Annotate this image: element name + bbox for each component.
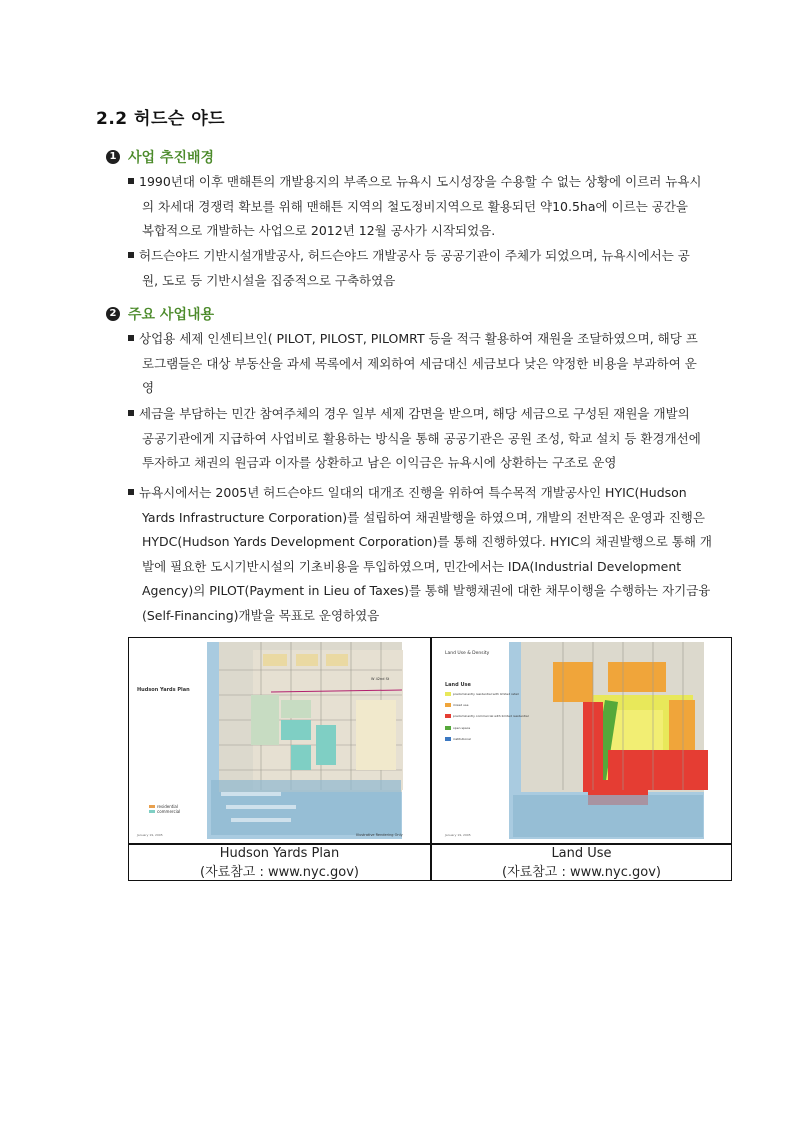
legend-item: predominantly commercial with limited residential	[453, 714, 529, 718]
text-line: 상업용 세제 인센티브인( PILOT, PILOST, PILOMRT 등을 적극 활용하여 재원을 조달하였으며, 해당 프	[139, 331, 698, 346]
caption-title: Land Use	[551, 846, 612, 861]
number-badge-2: 2	[106, 307, 120, 321]
figure-label: Land Use & Density	[445, 651, 490, 656]
paragraph-contents-1	[128, 327, 718, 401]
paragraph-contents-3	[128, 481, 718, 628]
legend-item: predominantly residential with limited retail	[453, 692, 519, 696]
caption-cell-right	[431, 844, 732, 882]
legend-item: mixed use	[453, 703, 469, 707]
caption-title: Hudson Yards Plan	[219, 846, 340, 861]
caption-cell-left	[129, 844, 430, 882]
text-line: 세금을 부담하는 민간 참여주체의 경우 일부 세제 감면을 받으며, 해당 세금으로 구성된 재원을 개발의	[139, 406, 690, 421]
text-line: 허드슨야드 기반시설개발공사, 허드슨야드 개발공사 등 공공기관이 주체가 되었으며, 뉴욕시에서는 공	[139, 248, 690, 263]
text-line: 의 차세대 경쟁력 확보를 위해 맨해튼 지역의 철도정비지역으로 활용되던 약10.5ha에 이르는 공간을	[142, 198, 688, 214]
text-line: 원, 도로 등 기반시설을 집중적으로 구축하였음	[142, 272, 396, 288]
subheading-contents	[106, 304, 214, 324]
legend-commercial: commercial	[157, 809, 181, 814]
legend-title: Land Use	[445, 682, 471, 688]
caption-source: (자료참고 : www.nyc.gov)	[502, 865, 661, 880]
bullet-icon	[128, 410, 134, 416]
subheading-contents-title: 주요 사업내용	[128, 307, 215, 323]
paragraph-background-2	[128, 244, 718, 293]
section-title: 2.2 허드슨 야드	[96, 109, 226, 129]
subheading-background-title: 사업 추진배경	[128, 150, 215, 166]
paragraph-contents-2	[128, 402, 718, 476]
land-use-figure	[433, 640, 730, 841]
figure-date: January 19, 2005	[445, 833, 471, 837]
paragraph-background-1	[128, 170, 718, 244]
subheading-background	[106, 147, 214, 167]
number-badge-1: 1	[106, 150, 120, 164]
bullet-icon	[128, 252, 134, 258]
text-line: Yards Infrastructure Corporation)를 설립하여 채권발행을 하였으며, 개발의 전반적은 운영과 진행은	[142, 509, 705, 525]
legend-item: institutional	[453, 737, 471, 741]
bullet-icon	[128, 178, 134, 184]
legend-residential: residential	[157, 804, 178, 809]
text-line: 발에 필요한 도시기반시설의 기초비용을 투입하였으며, 민간에서는 IDA(Industrial Development	[142, 558, 682, 574]
text-line: 공공기관에게 지급하여 사업비로 활용하는 방식을 통해 공공기관은 공원 조성, 학교 설치 등 환경개선에	[142, 430, 701, 446]
text-line: 1990년대 이후 맨해튼의 개발용지의 부족으로 뉴욕시 도시성장을 수용할 수 없는 상황에 이르러 뉴욕시	[139, 174, 702, 189]
text-line: HYDC(Hudson Yards Development Corporation)를 통해 진행하였다. HYIC의 채권발행으로 통해 개	[142, 534, 712, 549]
figure-table	[128, 637, 732, 881]
text-line: 복합적으로 개발하는 사업으로 2012년 12월 공사가 시작되었음.	[142, 223, 496, 238]
legend-item: open space	[453, 726, 471, 730]
text-line: 투자하고 채권의 원금과 이자를 상환하고 남은 이익금은 뉴욕시에 상환하는 구조로 운영	[142, 455, 617, 470]
figure-label: Hudson Yards Plan	[137, 687, 190, 693]
bullet-icon	[128, 489, 134, 495]
bullet-icon	[128, 335, 134, 341]
text-line: 로그램들은 대상 부동산을 과세 목록에서 제외하여 세금대신 세금보다 낮은 약정한 비용을 부과하여 운	[142, 355, 697, 371]
hudson-yards-plan-figure	[131, 640, 428, 841]
caption-source: (자료참고 : www.nyc.gov)	[200, 865, 359, 880]
text-line: 영	[142, 380, 155, 395]
text-line: Agency)의 PILOT(Payment in Lieu of Taxes)를 통해 발행채권에 대한 채무이행을 수행하는 자기금융	[142, 583, 711, 598]
text-line: (Self-Financing)개발을 목표로 운영하였음	[142, 607, 380, 623]
text-line: 뉴욕시에서는 2005년 허드슨야드 일대의 대개조 진행을 위하여 특수목적 개발공사인 HYIC(Hudson	[139, 485, 687, 500]
street-label: W 42nd St	[371, 677, 390, 681]
figure-footer: Illustrative Rendering Only	[356, 833, 403, 837]
figure-date: January 19, 2005	[137, 833, 163, 837]
